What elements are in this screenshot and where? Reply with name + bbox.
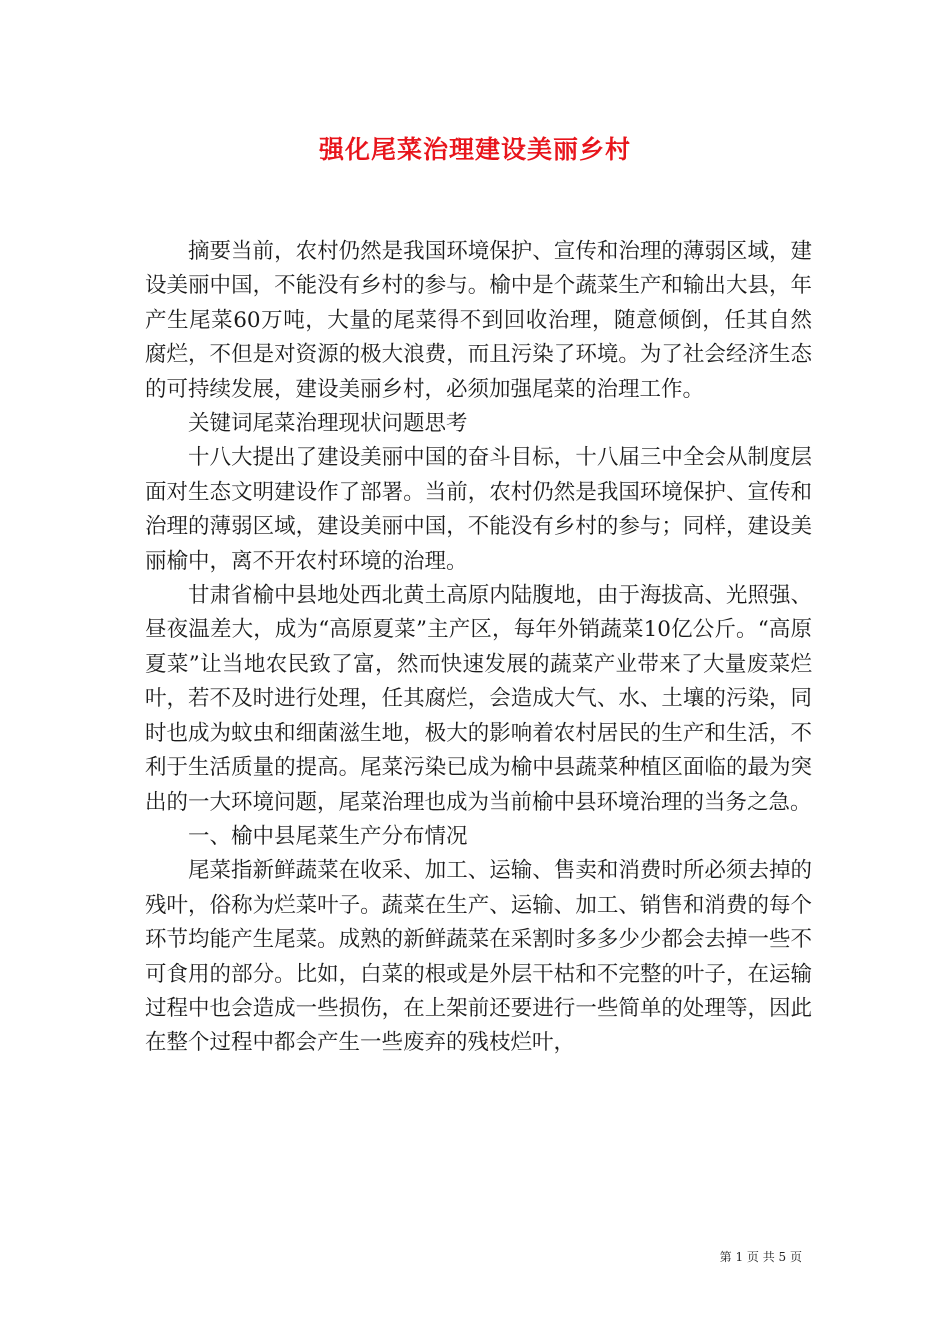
document-title: 强化尾菜治理建设美丽乡村 <box>318 135 631 164</box>
body-paragraph: 十八大提出了建设美丽中国的奋斗目标，十八届三中全会从制度层面对生态文明建设作了部署。当前，农村仍然是我国环境保护、宣传和治理的薄弱区域，建设美丽中国，不能没有乡村的参与；同样，建设美丽榆中，离不开农村环境的治理。 <box>145 445 812 574</box>
section-heading: 一、榆中县尾菜生产分布情况 <box>188 823 468 849</box>
keywords-paragraph: 关键词尾菜治理现状问题思考 <box>188 411 468 437</box>
page-number-footer: 第 1 页 共 5 页 <box>719 1250 802 1264</box>
body-paragraph: 甘肃省榆中县地处西北黄土高原内陆腹地，由于海拔高、光照强、昼夜温差大，成为“高原夏菜”主产区，每年外销蔬菜10亿公斤。“高原夏菜”让当地农民致了富，然而快速发展的蔬菜产业带来了大量废菜烂叶，若不及时进行处理，任其腐烂，会造成大气、水、土壤的污染，同时也成为蚊虫和细菌滋生地，极大的影响着农村居民的生产和生活，不利于生活质量的提高。尾菜污染已成为榆中县蔬菜种植区面临的最为突出的一大环境问题，尾菜治理也成为当前榆中县环境治理的当务之急。 <box>145 583 812 815</box>
body-paragraph: 尾菜指新鲜蔬菜在收采、加工、运输、售卖和消费时所必须去掉的残叶，俗称为烂菜叶子。蔬菜在生产、运输、加工、销售和消费的每个环节均能产生尾菜。成熟的新鲜蔬菜在采割时多多少少都会去掉一些不可食用的部分。比如，白菜的根或是外层干枯和不完整的叶子，在运输过程中也会造成一些损伤，在上架前还要进行一些简单的处理等，因此在整个过程中都会产生一些废弃的残枝烂叶， <box>145 858 812 1056</box>
abstract-paragraph: 摘要当前，农村仍然是我国环境保护、宣传和治理的薄弱区域，建设美丽中国，不能没有乡村的参与。榆中是个蔬菜生产和输出大县，年产生尾菜60万吨，大量的尾菜得不到回收治理，随意倾倒，任其自然腐烂，不但是对资源的极大浪费，而且污染了环境。为了社会经济生态的可持续发展，建设美丽乡村，必须加强尾菜的治理工作。 <box>145 239 812 402</box>
document-body <box>145 235 812 1061</box>
